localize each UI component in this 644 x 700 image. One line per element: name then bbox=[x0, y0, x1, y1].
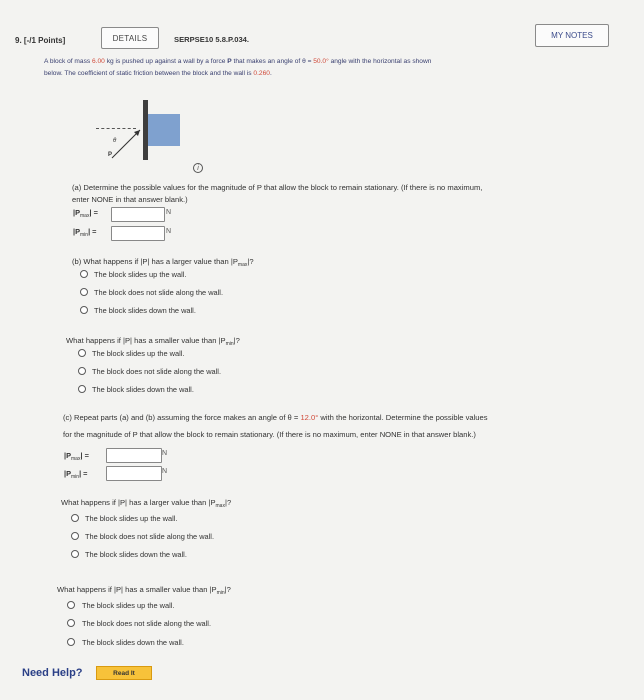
subscript: max bbox=[237, 262, 248, 268]
label-text: |P bbox=[64, 469, 71, 478]
subscript: min bbox=[216, 590, 225, 596]
read-it-button[interactable]: Read It bbox=[96, 666, 152, 680]
question-text: What happens if |P| has a smaller value than |P bbox=[57, 585, 217, 594]
part-c-angle-value: 12.0° bbox=[300, 413, 319, 422]
problem-text-line-1 bbox=[44, 58, 431, 65]
part-a-pmax-input[interactable] bbox=[111, 207, 165, 222]
radio-button[interactable] bbox=[78, 367, 86, 375]
part-c-prompt-1 bbox=[63, 413, 488, 422]
friction-coefficient: 0.260 bbox=[253, 70, 270, 77]
part-a-prompt-2: enter NONE in that answer blank.) bbox=[72, 195, 188, 204]
points-label: [-/1 Points] bbox=[23, 36, 66, 45]
question-text: What happens if |P| has a smaller value than |P bbox=[66, 336, 226, 345]
radio-button[interactable] bbox=[71, 550, 79, 558]
option-label[interactable]: The block slides down the wall. bbox=[85, 550, 187, 559]
radio-button[interactable] bbox=[71, 514, 79, 522]
option-label[interactable]: The block slides up the wall. bbox=[92, 349, 185, 358]
question-text: |? bbox=[247, 257, 254, 266]
unit-label: N bbox=[166, 228, 172, 235]
label-text: |P bbox=[73, 227, 80, 236]
radio-button[interactable] bbox=[80, 270, 88, 278]
text-segment: (c) Repeat parts (a) and (b) assuming the force makes an angle of θ = bbox=[63, 413, 301, 422]
unit-label: N bbox=[162, 450, 168, 457]
unit-label: N bbox=[162, 468, 168, 475]
question-text: What happens if |P| has a larger value than |P bbox=[61, 498, 216, 507]
radio-button[interactable] bbox=[67, 638, 75, 646]
my-notes-button[interactable]: MY NOTES bbox=[535, 24, 609, 47]
part-c-pmin-label bbox=[64, 469, 88, 480]
label-text: |P bbox=[73, 208, 80, 217]
text-segment: . bbox=[269, 70, 272, 77]
subscript: min bbox=[71, 474, 80, 480]
part-a-pmin-label bbox=[73, 227, 97, 238]
text-segment: angle with the horizontal as shown bbox=[328, 58, 432, 65]
label-text: | = bbox=[80, 451, 89, 460]
mass-value: 6.00 bbox=[92, 58, 105, 65]
text-segment: A block of mass bbox=[44, 58, 93, 65]
part-c-question-larger bbox=[61, 498, 231, 509]
option-label[interactable]: The block slides down the wall. bbox=[92, 385, 194, 394]
option-label[interactable]: The block slides up the wall. bbox=[85, 514, 178, 523]
question-text: |? bbox=[233, 336, 240, 345]
label-text: | = bbox=[79, 469, 88, 478]
question-text: (b) What happens if |P| has a larger value than |P bbox=[72, 257, 238, 266]
label-text: |P bbox=[64, 451, 71, 460]
radio-button[interactable] bbox=[78, 349, 86, 357]
question-number: 9. bbox=[15, 36, 22, 45]
radio-button[interactable] bbox=[80, 288, 88, 296]
theta-label: θ bbox=[113, 138, 117, 144]
problem-text-line-2 bbox=[44, 70, 272, 77]
text-segment: below. The coefficient of static friction between the block and the wall is bbox=[44, 70, 254, 77]
radio-button[interactable] bbox=[78, 385, 86, 393]
block bbox=[148, 114, 180, 146]
option-label[interactable]: The block slides up the wall. bbox=[82, 601, 175, 610]
part-c-prompt-2: for the magnitude of P that allow the block to remain stationary. (If there is no maximum, enter NONE in that answer blank.) bbox=[63, 430, 476, 439]
radio-button[interactable] bbox=[67, 601, 75, 609]
part-a-pmin-input[interactable] bbox=[111, 226, 165, 241]
radio-button[interactable] bbox=[67, 619, 75, 627]
problem-code: SERPSE10 5.8.P.034. bbox=[174, 35, 250, 44]
info-icon[interactable]: i bbox=[193, 163, 203, 173]
question-header bbox=[15, 36, 65, 45]
part-c-pmin-input[interactable] bbox=[106, 466, 162, 481]
text-segment: with the horizontal. Determine the possible values bbox=[318, 413, 488, 422]
text-segment: that makes an angle of θ = bbox=[231, 58, 314, 65]
force-label: P bbox=[108, 152, 113, 158]
question-text: |? bbox=[224, 585, 231, 594]
subscript: max bbox=[80, 213, 90, 219]
part-c-pmax-label bbox=[64, 451, 89, 462]
subscript: max bbox=[71, 456, 81, 462]
radio-button[interactable] bbox=[71, 532, 79, 540]
part-b-question-larger bbox=[72, 257, 254, 268]
subscript: min bbox=[225, 341, 234, 347]
question-text: |? bbox=[224, 498, 232, 507]
option-label[interactable]: The block does not slide along the wall. bbox=[94, 288, 224, 297]
option-label[interactable]: The block does not slide along the wall. bbox=[92, 367, 222, 376]
subscript: max bbox=[215, 503, 225, 509]
label-text: | = bbox=[88, 227, 97, 236]
label-text: | = bbox=[89, 208, 98, 217]
option-label[interactable]: The block does not slide along the wall. bbox=[82, 619, 212, 628]
part-c-pmax-input[interactable] bbox=[106, 448, 162, 463]
need-help-label: Need Help? bbox=[22, 667, 83, 679]
part-c-question-smaller bbox=[57, 585, 231, 596]
angle-value: 50.0° bbox=[313, 58, 329, 65]
option-label[interactable]: The block slides down the wall. bbox=[82, 638, 184, 647]
subscript: min bbox=[80, 232, 89, 238]
option-label[interactable]: The block does not slide along the wall. bbox=[85, 532, 215, 541]
force-symbol: P bbox=[227, 58, 232, 65]
part-a-pmax-label bbox=[73, 208, 98, 219]
details-button[interactable]: DETAILS bbox=[101, 27, 159, 49]
option-label[interactable]: The block slides up the wall. bbox=[94, 270, 187, 279]
option-label[interactable]: The block slides down the wall. bbox=[94, 306, 196, 315]
radio-button[interactable] bbox=[80, 306, 88, 314]
text-segment: kg is pushed up against a wall by a force bbox=[104, 58, 228, 65]
part-a-prompt: (a) Determine the possible values for the magnitude of P that allow the block to remain stationary. (If there is no maximum, bbox=[72, 183, 483, 192]
part-b-question-smaller bbox=[66, 336, 240, 347]
unit-label: N bbox=[166, 209, 172, 216]
